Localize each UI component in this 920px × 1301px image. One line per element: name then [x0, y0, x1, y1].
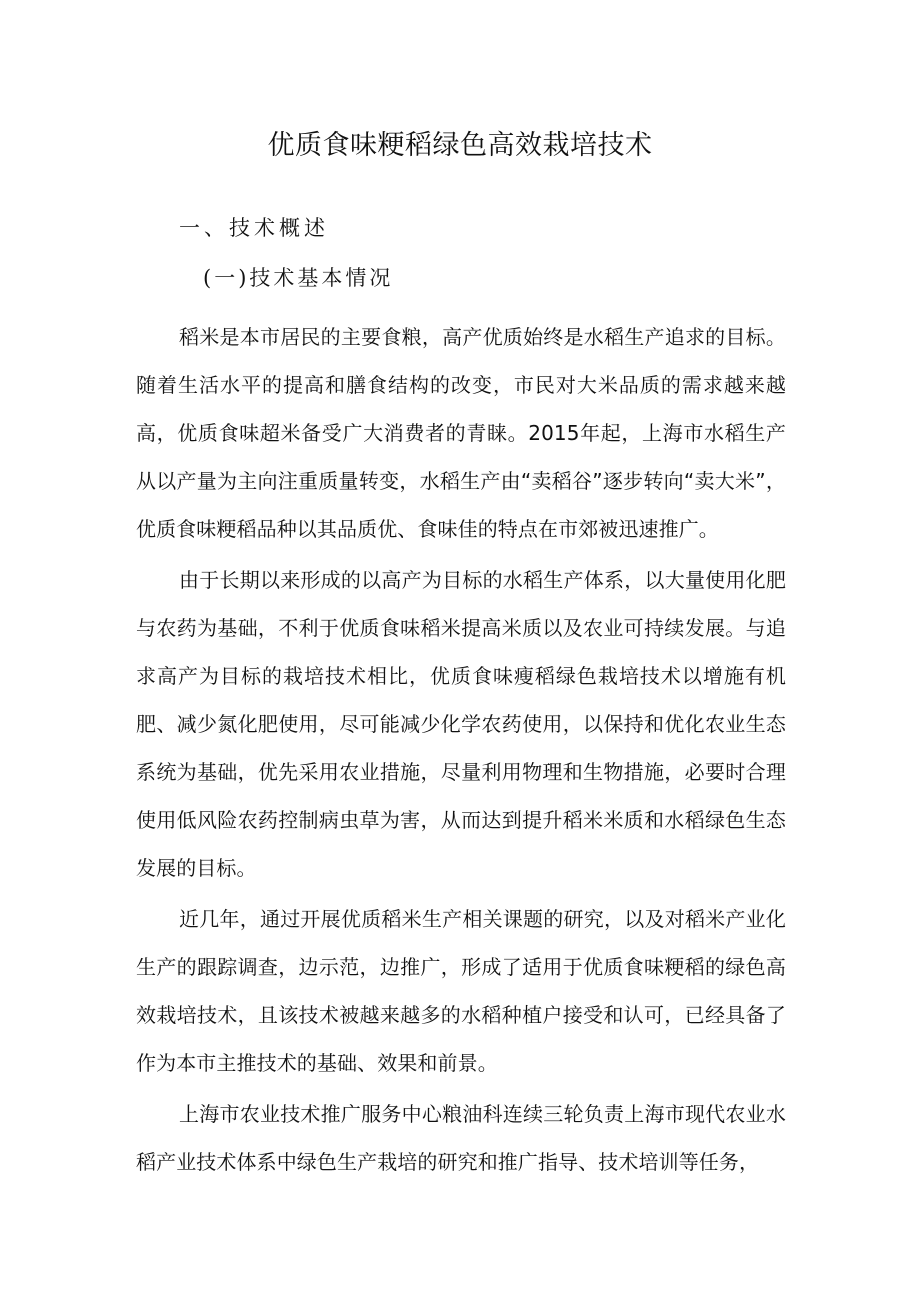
body-text: [136, 313, 786, 1189]
subsection-heading: (一)技术基本情况: [203, 266, 394, 290]
paragraph-1: 稻米是本市居民的主要食粮，高产优质始终是水稻生产追求的目标。随着生活水平的提高和膳食结构的改变，市民对大米品质的需求越来越高，优质食味超米备受广大消费者的青睐。2015年起，上海市水稻生产从以产量为主向注重质量转变，水稻生产由“卖稻谷”逐步转向“卖大米”，优质食味粳稻品种以其品质优、食味佳的特点在市郊被迅速推广。: [136, 325, 786, 541]
paragraph-3: 近几年，通过开展优质稻米生产相关课题的研究，以及对稻米产业化生产的跟踪调查，边示范，边推广，形成了适用于优质食味粳稻的绿色高效栽培技术，且该技术被越来越多的水稻种植户接受和认可，已经具备了作为本市主推技术的基础、效果和前景。: [136, 907, 786, 1075]
paragraph-4: 上海市农业技术推广服务中心粮油科连续三轮负责上海市现代农业水稻产业技术体系中绿色生产栽培的研究和推广指导、技术培训等任务，: [136, 1102, 786, 1174]
document-title: 优质食味粳稻绿色高效栽培技术: [267, 130, 653, 161]
paragraph-2: 由于长期以来形成的以高产为目标的水稻生产体系，以大量使用化肥与农药为基础，不利于优质食味稻米提高米质以及农业可持续发展。与追求高产为目标的栽培技术相比，优质食味瘦稻绿色栽培技术以增施有机肥、减少氮化肥使用，尽可能减少化学农药使用，以保持和优化农业生态系统为基础，优先采用农业措施，尽量利用物理和生物措施，必要时合理使用低风险农药控制病虫草为害，从而达到提升稻米米质和水稻绿色生态发展的目标。: [136, 568, 786, 880]
section-heading: 一、技术概述: [179, 216, 329, 240]
